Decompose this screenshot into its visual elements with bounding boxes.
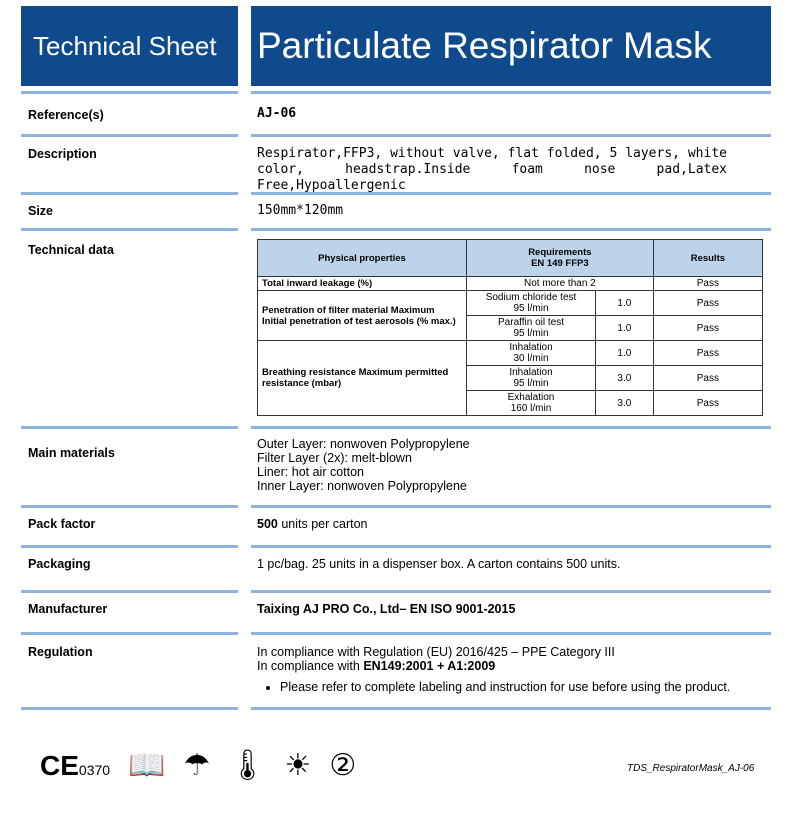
instructions-icon: 📖 — [128, 749, 166, 782]
technical-table: Physical properties Requirements EN 149 FFP3 Results Total inward leakage (%) Not more than 2 Pass Penetration of filter material Maximum Initial penetration of test aerosols (% max.) Sodium chloride test 95 l/min 1.0 Pass Paraffin oil test 95 l/min 1.0 Pass Breathing resistance Maximum permitted resistance (mbar) Inhalation 30 l/min 1.0 Pass Inhalation 95 l/min 3.0 Pass Exhalation 160 l/min 3.0 Pass — [257, 239, 763, 416]
pack-value: 500 units per carton — [257, 517, 368, 531]
materials-label: Main materials — [28, 446, 115, 460]
regulation-value: In compliance with Regulation (EU) 2016/425 – PPE Category III In compliance with EN149:2001 + A1:2009 — [257, 645, 615, 673]
footer-icons — [40, 748, 356, 783]
materials-value: Outer Layer: nonwoven Polypropylene Filter Layer (2x): melt-blown Liner: hot air cotton Inner Layer: nonwoven Polypropylene — [257, 437, 470, 493]
regulation-note: • Please refer to complete labeling and instruction for use before using the product. — [240, 680, 730, 694]
page-title: Particulate Respirator Mask — [251, 6, 771, 86]
reference-label: Reference(s) — [28, 108, 104, 122]
table-row: Breathing resistance Maximum permitted resistance (mbar) — [258, 341, 467, 416]
description-label: Description — [28, 147, 97, 161]
size-value: 150mm*120mm — [257, 203, 344, 218]
pack-label: Pack factor — [28, 517, 96, 531]
packaging-value: 1 pc/bag. 25 units in a dispenser box. A carton contains 500 units. — [257, 557, 621, 571]
manufacturer-label: Manufacturer — [28, 602, 108, 616]
th-properties: Physical properties — [258, 240, 467, 277]
reference-value: AJ-06 — [257, 106, 297, 121]
header-left: Technical Sheet — [21, 6, 238, 86]
table-row: Total inward leakage (%) — [258, 277, 467, 291]
packaging-label: Packaging — [28, 557, 91, 571]
temperature-limit-icon: 🌡 — [228, 749, 267, 782]
th-requirements: Requirements EN 149 FFP3 — [467, 240, 654, 277]
size-label: Size — [28, 204, 54, 218]
th-results: Results — [653, 240, 762, 277]
single-use-icon: ② — [329, 749, 357, 782]
table-row: Penetration of filter material Maximum Initial penetration of test aerosols (% max.) — [258, 291, 467, 341]
manufacturer-value: Taixing AJ PRO Co., Ltd– EN ISO 9001-2015 — [257, 602, 516, 616]
keep-dry-icon: ☂ — [183, 749, 211, 782]
keep-away-sunlight-icon: ☀ — [284, 749, 312, 782]
technical-label: Technical data — [28, 243, 114, 257]
document-code: TDS_RespiratorMask_AJ-06 — [627, 763, 755, 774]
description-value: Respirator,FFP3, without valve, flat folded, 5 layers, white color, headstrap.Inside foam nose pad,Latex Free,Hypoallergenic — [257, 146, 727, 193]
regulation-label: Regulation — [28, 645, 93, 659]
ce-mark-icon: CE0370 — [40, 749, 111, 781]
